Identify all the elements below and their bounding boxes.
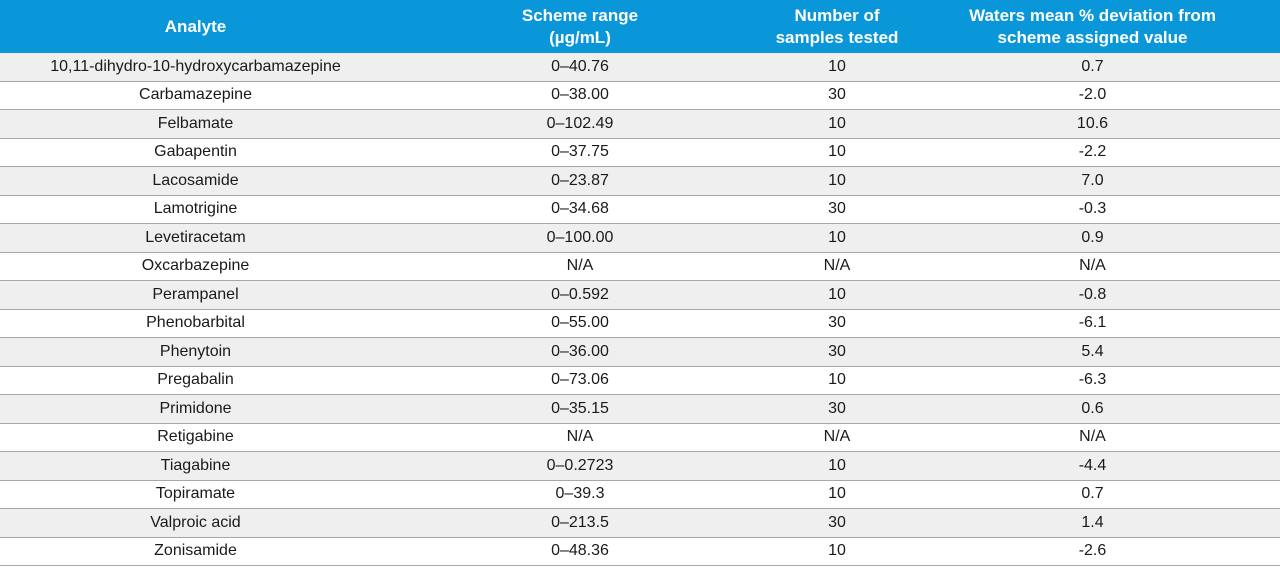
samples-cell: 10 xyxy=(769,480,905,509)
range-cell: 0–37.75 xyxy=(391,138,769,167)
analyte-cell: Pregabalin xyxy=(0,366,391,395)
table-header xyxy=(0,0,1280,53)
table-row xyxy=(0,423,1280,452)
analyte-cell: Phenytoin xyxy=(0,338,391,367)
analyte-cell: Felbamate xyxy=(0,110,391,139)
deviation-cell: -6.1 xyxy=(905,309,1280,338)
range-cell: 0–213.5 xyxy=(391,509,769,538)
header-analyte-label: Analyte xyxy=(164,16,227,36)
deviation-cell: -2.0 xyxy=(905,81,1280,110)
table-row xyxy=(0,366,1280,395)
deviation-cell: -4.4 xyxy=(905,452,1280,481)
deviation-cell: -0.3 xyxy=(905,195,1280,224)
table-row xyxy=(0,537,1280,566)
table-row xyxy=(0,110,1280,139)
header-analyte xyxy=(0,0,391,53)
table-row xyxy=(0,252,1280,281)
deviation-cell: -2.2 xyxy=(905,138,1280,167)
deviation-cell: 5.4 xyxy=(905,338,1280,367)
table-row xyxy=(0,480,1280,509)
analyte-cell: Topiramate xyxy=(0,480,391,509)
analyte-cell: Carbamazepine xyxy=(0,81,391,110)
range-cell: 0–102.49 xyxy=(391,110,769,139)
samples-cell: 10 xyxy=(769,167,905,196)
samples-cell: 10 xyxy=(769,281,905,310)
range-cell: 0–36.00 xyxy=(391,338,769,367)
samples-cell: 10 xyxy=(769,138,905,167)
header-mean-deviation-line2: scheme assigned value xyxy=(997,27,1188,47)
table-row xyxy=(0,281,1280,310)
samples-cell: 30 xyxy=(769,509,905,538)
samples-cell: 30 xyxy=(769,195,905,224)
samples-cell: N/A xyxy=(769,252,905,281)
table-row xyxy=(0,509,1280,538)
header-samples-tested xyxy=(769,0,905,53)
header-samples-tested-line2: samples tested xyxy=(775,27,899,47)
samples-cell: 10 xyxy=(769,366,905,395)
samples-cell: 10 xyxy=(769,110,905,139)
header-mean-deviation xyxy=(905,0,1280,53)
analyte-cell: Retigabine xyxy=(0,423,391,452)
deviation-cell: 0.6 xyxy=(905,395,1280,424)
analyte-cell: Tiagabine xyxy=(0,452,391,481)
table-row xyxy=(0,53,1280,81)
analyte-cell: Lacosamide xyxy=(0,167,391,196)
header-samples-tested-line1: Number of xyxy=(794,5,880,25)
samples-cell: 10 xyxy=(769,224,905,253)
header-scheme-range xyxy=(391,0,769,53)
analyte-cell: Zonisamide xyxy=(0,537,391,566)
range-cell: 0–55.00 xyxy=(391,309,769,338)
table-row xyxy=(0,309,1280,338)
deviation-cell: -2.6 xyxy=(905,537,1280,566)
range-cell: 0–34.68 xyxy=(391,195,769,224)
range-cell: 0–48.36 xyxy=(391,537,769,566)
deviation-cell: 1.4 xyxy=(905,509,1280,538)
analyte-cell: Oxcarbazepine xyxy=(0,252,391,281)
header-scheme-range-line2: (µg/mL) xyxy=(549,27,611,47)
samples-cell: N/A xyxy=(769,423,905,452)
table-body xyxy=(0,53,1280,566)
samples-cell: 30 xyxy=(769,395,905,424)
deviation-cell: 0.7 xyxy=(905,480,1280,509)
samples-cell: 30 xyxy=(769,338,905,367)
samples-cell: 30 xyxy=(769,309,905,338)
analyte-cell: Perampanel xyxy=(0,281,391,310)
deviation-cell: 7.0 xyxy=(905,167,1280,196)
table-row xyxy=(0,452,1280,481)
analyte-cell: Valproic acid xyxy=(0,509,391,538)
deviation-cell: -0.8 xyxy=(905,281,1280,310)
header-row xyxy=(0,0,1280,53)
range-cell: 0–39.3 xyxy=(391,480,769,509)
table-row xyxy=(0,395,1280,424)
range-cell: 0–35.15 xyxy=(391,395,769,424)
table-row xyxy=(0,224,1280,253)
analyte-cell: Phenobarbital xyxy=(0,309,391,338)
analyte-cell: Primidone xyxy=(0,395,391,424)
samples-cell: 30 xyxy=(769,81,905,110)
range-cell: N/A xyxy=(391,252,769,281)
range-cell: 0–23.87 xyxy=(391,167,769,196)
analyte-cell: Levetiracetam xyxy=(0,224,391,253)
range-cell: 0–0.592 xyxy=(391,281,769,310)
analyte-cell: Gabapentin xyxy=(0,138,391,167)
deviation-cell: N/A xyxy=(905,252,1280,281)
range-cell: 0–0.2723 xyxy=(391,452,769,481)
range-cell: 0–100.00 xyxy=(391,224,769,253)
range-cell: 0–38.00 xyxy=(391,81,769,110)
deviation-cell: 0.7 xyxy=(905,53,1280,81)
deviation-cell: 10.6 xyxy=(905,110,1280,139)
samples-cell: 10 xyxy=(769,53,905,81)
table-row xyxy=(0,338,1280,367)
header-mean-deviation-line1: Waters mean % deviation from xyxy=(969,5,1216,25)
analyte-cell: 10,11-dihydro-10-hydroxycarbamazepine xyxy=(0,53,391,81)
samples-cell: 10 xyxy=(769,537,905,566)
deviation-cell: -6.3 xyxy=(905,366,1280,395)
header-scheme-range-line1: Scheme range xyxy=(521,5,639,25)
deviation-cell: 0.9 xyxy=(905,224,1280,253)
range-cell: 0–73.06 xyxy=(391,366,769,395)
table-row xyxy=(0,81,1280,110)
deviation-cell: N/A xyxy=(905,423,1280,452)
table-row xyxy=(0,167,1280,196)
range-cell: N/A xyxy=(391,423,769,452)
range-cell: 0–40.76 xyxy=(391,53,769,81)
table-row xyxy=(0,138,1280,167)
table-row xyxy=(0,195,1280,224)
analyte-cell: Lamotrigine xyxy=(0,195,391,224)
samples-cell: 10 xyxy=(769,452,905,481)
